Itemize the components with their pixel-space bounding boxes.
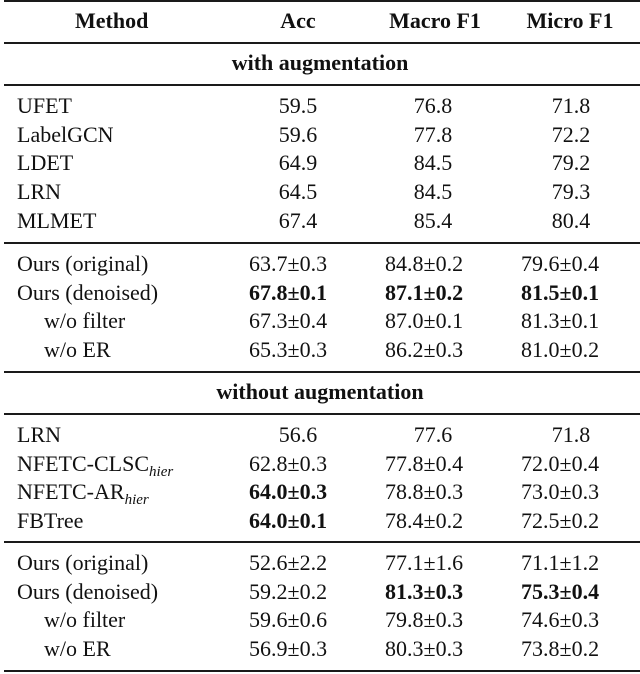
method-label: NFETC-AR (17, 479, 125, 505)
macro-cell: 87.0±0.1 (385, 308, 464, 334)
table-row (0, 279, 640, 307)
micro-cell: 72.5±0.2 (521, 508, 600, 534)
acc-cell: 65.3±0.3 (249, 337, 328, 363)
acc-cell: 56.9±0.3 (249, 636, 328, 662)
acc-cell: 64.0±0.1 (249, 508, 328, 534)
table-row (0, 606, 640, 634)
method-subscript: hier (124, 492, 149, 509)
method-label: NFETC-CLSC (17, 450, 150, 476)
method-label: w/o ER (44, 636, 111, 662)
macro-cell: 85.4 (413, 207, 453, 233)
method-cell (17, 421, 61, 449)
micro-cell: 80.4 (551, 207, 591, 233)
macro-cell: 79.8±0.3 (385, 607, 464, 633)
section-title: with augmentation (231, 50, 409, 75)
method-label: LabelGCN (17, 121, 114, 147)
table-row (0, 507, 640, 535)
micro-cell: 73.8±0.2 (521, 636, 600, 662)
acc-cell: 59.6 (278, 121, 318, 147)
table-row (0, 478, 640, 509)
macro-cell: 78.4±0.2 (385, 508, 464, 534)
group-rule-2 (4, 541, 640, 543)
method-cell (44, 606, 125, 634)
table-row (0, 207, 640, 235)
method-cell (17, 507, 83, 535)
method-cell (44, 336, 111, 364)
micro-cell: 72.2 (551, 121, 591, 147)
macro-cell: 87.1±0.2 (385, 279, 464, 305)
macro-cell: 77.8 (413, 121, 453, 147)
micro-cell: 71.8 (551, 93, 591, 118)
method-cell (44, 635, 111, 663)
macro-cell: 84.8±0.2 (385, 251, 464, 276)
acc-cell: 52.6±2.2 (249, 550, 328, 575)
section2-rule (4, 413, 640, 415)
acc-cell: 64.0±0.3 (249, 479, 328, 505)
method-cell (17, 578, 158, 606)
method-label: w/o ER (44, 337, 111, 363)
table-header (0, 7, 640, 35)
acc-cell: 67.8±0.1 (249, 279, 328, 305)
method-cell (17, 121, 114, 149)
col-header-acc: Acc (280, 8, 316, 33)
acc-cell: 56.6 (278, 422, 318, 447)
method-label: w/o filter (44, 308, 126, 334)
micro-cell: 73.0±0.3 (521, 479, 600, 505)
method-label: LRN (17, 422, 61, 447)
acc-cell: 67.4 (278, 207, 318, 233)
micro-cell: 79.2 (551, 150, 591, 176)
table-row (0, 149, 640, 177)
table-row (0, 307, 640, 335)
section1-rule (4, 84, 640, 86)
macro-cell: 77.1±1.6 (385, 550, 464, 575)
acc-cell: 59.6±0.6 (249, 607, 328, 633)
bottom-rule (4, 670, 640, 672)
col-header-macro: Macro F1 (389, 8, 481, 33)
method-cell (17, 549, 148, 577)
method-label: Ours (original) (17, 251, 149, 276)
macro-cell: 84.5 (413, 150, 453, 176)
micro-cell: 71.1±1.2 (521, 550, 600, 575)
acc-cell: 64.5 (278, 179, 318, 205)
method-label: Ours (denoised) (17, 578, 159, 604)
table-row (0, 250, 640, 278)
method-cell (17, 478, 149, 509)
macro-cell: 77.6 (413, 422, 453, 447)
macro-cell: 81.3±0.3 (385, 578, 464, 604)
micro-cell: 75.3±0.4 (521, 578, 600, 604)
table-row (0, 92, 640, 120)
method-label: w/o filter (44, 607, 126, 633)
table-row (0, 578, 640, 606)
group-rule (4, 242, 640, 244)
table-row (0, 549, 640, 577)
top-rule (4, 0, 640, 2)
method-cell (17, 450, 173, 481)
acc-cell: 59.5 (278, 93, 318, 118)
method-label: Ours (original) (17, 550, 149, 575)
micro-cell: 74.6±0.3 (521, 607, 600, 633)
method-cell (17, 250, 148, 278)
macro-cell: 80.3±0.3 (385, 636, 464, 662)
method-cell (44, 307, 125, 335)
method-label: LDET (17, 150, 74, 176)
method-label: FBTree (17, 508, 84, 534)
method-cell (17, 92, 72, 120)
table-row (0, 450, 640, 478)
method-label: UFET (17, 93, 72, 118)
acc-cell: 59.2±0.2 (249, 578, 328, 604)
acc-cell: 67.3±0.4 (249, 308, 328, 334)
macro-cell: 78.8±0.3 (385, 479, 464, 505)
method-cell (17, 149, 73, 177)
acc-cell: 63.7±0.3 (249, 251, 328, 276)
method-cell (17, 279, 158, 307)
micro-cell: 79.3 (551, 179, 591, 205)
section-title: without augmentation (216, 379, 424, 404)
method-label: MLMET (17, 207, 97, 233)
method-subscript: hier (149, 463, 174, 480)
macro-cell: 76.8 (413, 93, 453, 118)
micro-cell: 81.3±0.1 (521, 308, 600, 334)
table-row (0, 121, 640, 149)
table-row (0, 421, 640, 449)
table-row (0, 178, 640, 206)
micro-cell: 79.6±0.4 (521, 251, 600, 276)
table-row (0, 635, 640, 663)
section-break-rule (4, 371, 640, 373)
acc-cell: 64.9 (278, 150, 318, 176)
method-cell (17, 178, 61, 206)
header-rule (4, 42, 640, 44)
macro-cell: 84.5 (413, 179, 453, 205)
col-header-micro: Micro F1 (526, 8, 614, 33)
micro-cell: 71.8 (551, 422, 591, 447)
micro-cell: 81.5±0.1 (521, 279, 600, 305)
method-cell (17, 207, 96, 235)
micro-cell: 81.0±0.2 (521, 337, 600, 363)
table-row (0, 336, 640, 364)
col-header-method: Method (75, 8, 149, 33)
micro-cell: 72.0±0.4 (521, 450, 600, 476)
method-label: LRN (17, 179, 61, 205)
acc-cell: 62.8±0.3 (249, 450, 328, 476)
macro-cell: 86.2±0.3 (385, 337, 464, 363)
macro-cell: 77.8±0.4 (385, 450, 464, 476)
method-label: Ours (denoised) (17, 279, 159, 305)
